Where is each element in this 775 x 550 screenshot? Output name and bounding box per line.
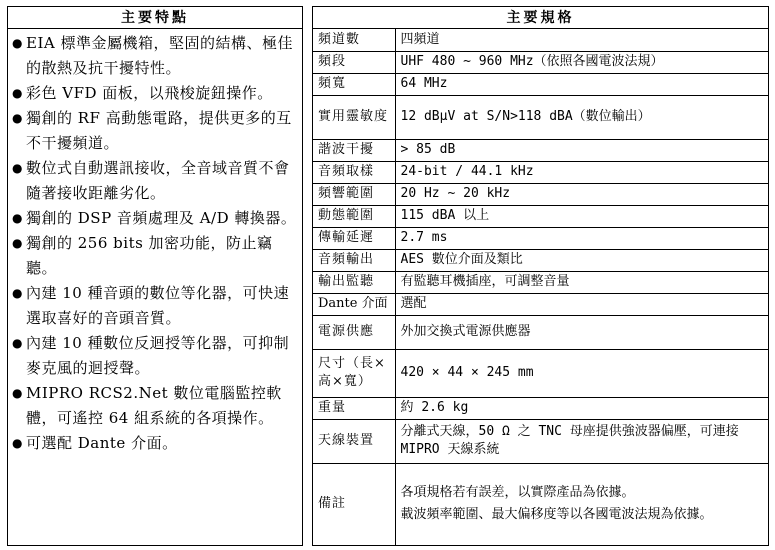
feature-text: 獨創的 RF 高動態電路，提供更多的互不干擾頻道。	[26, 109, 292, 152]
bullet-icon: ●	[12, 36, 23, 50]
feature-item	[8, 206, 302, 231]
spec-value: AES 數位介面及類比	[395, 249, 768, 271]
spec-value: 12 dBμV at S/N>118 dBA（數位輸出）	[395, 95, 768, 139]
table-row	[313, 139, 768, 161]
table-row	[313, 73, 768, 95]
spec-label: 實用靈敏度	[313, 95, 395, 139]
spec-value: 約 2.6 kg	[395, 397, 768, 419]
table-row	[313, 249, 768, 271]
spec-table	[313, 29, 768, 545]
table-row	[313, 183, 768, 205]
table-row	[313, 463, 768, 545]
spec-value: 420 × 44 × 245 mm	[395, 349, 768, 397]
spec-label: 天線裝置	[313, 419, 395, 463]
spec-value: 選配	[395, 293, 768, 315]
table-row	[313, 315, 768, 349]
table-row	[313, 419, 768, 463]
spec-label: 諧波干擾	[313, 139, 395, 161]
feature-item	[8, 231, 302, 281]
remark-line: 各項規格若有誤差，以實際產品為依據。	[400, 485, 635, 501]
spec-label: 音頻取樣	[313, 161, 395, 183]
remark-line: 載波頻率範圍、最大偏移度等以各國電波法規為依據。	[400, 507, 713, 523]
spec-value: 64 MHz	[395, 73, 768, 95]
bullet-icon: ●	[12, 86, 23, 100]
bullet-icon: ●	[12, 111, 23, 125]
feature-text: MIPRO RCS2.Net 數位電腦監控軟體，可遙控 64 組系統的各項操作。	[26, 384, 282, 427]
feature-text: 獨創的 DSP 音頻處理及 A/D 轉換器。	[26, 209, 297, 227]
specs-header: 主要規格	[313, 7, 768, 29]
spec-label: 頻寬	[313, 73, 395, 95]
spec-value: 20 Hz ~ 20 kHz	[395, 183, 768, 205]
bullet-icon: ●	[12, 286, 23, 300]
table-row	[313, 161, 768, 183]
spec-label: 輸出監聽	[313, 271, 395, 293]
spec-label: 尺寸（長×高×寬）	[313, 349, 395, 397]
spec-value: > 85 dB	[395, 139, 768, 161]
table-row	[313, 95, 768, 139]
spec-value: 115 dBA 以上	[395, 205, 768, 227]
bullet-icon: ●	[12, 336, 23, 350]
table-row	[313, 205, 768, 227]
feature-item	[8, 431, 302, 456]
spec-label: 重量	[313, 397, 395, 419]
feature-text: 彩色 VFD 面板，以飛梭旋鈕操作。	[26, 84, 273, 102]
spec-value: 四頻道	[395, 29, 768, 51]
spec-label: 傳輸延遲	[313, 227, 395, 249]
feature-item	[8, 106, 302, 156]
features-panel	[7, 6, 303, 546]
feature-text: 內建 10 種數位反迴授等化器，可抑制麥克風的迴授聲。	[26, 334, 290, 377]
spec-value: 外加交換式電源供應器	[395, 315, 768, 349]
table-row	[313, 293, 768, 315]
feature-text: 數位式自動選訊接收，全音域音質不會隨著接收距離劣化。	[26, 159, 290, 202]
feature-text: 獨創的 256 bits 加密功能，防止竊聽。	[26, 234, 273, 277]
table-row	[313, 51, 768, 73]
spec-label: 備註	[313, 463, 395, 545]
spec-label: 動態範圍	[313, 205, 395, 227]
bullet-icon: ●	[12, 211, 23, 225]
feature-text: EIA 標準金屬機箱，堅固的結構、極佳的散熱及抗干擾特性。	[26, 34, 293, 77]
spec-label: 頻響範圍	[313, 183, 395, 205]
feature-item	[8, 381, 302, 431]
bullet-icon: ●	[12, 161, 23, 175]
table-row	[313, 397, 768, 419]
specs-panel	[312, 6, 769, 546]
spec-label: 頻道數	[313, 29, 395, 51]
bullet-icon: ●	[12, 236, 23, 250]
feature-item	[8, 331, 302, 381]
spec-value: 24-bit / 44.1 kHz	[395, 161, 768, 183]
feature-text: 內建 10 種音頭的數位等化器，可快速選取喜好的音頭音質。	[26, 284, 290, 327]
spec-value: UHF 480 ~ 960 MHz（依照各國電波法規）	[395, 51, 768, 73]
spec-label: 音頻輸出	[313, 249, 395, 271]
spec-value: 分離式天線，50 Ω 之 TNC 母座提供強波器偏壓，可連接 MIPRO 天線系統	[395, 419, 768, 463]
table-row	[313, 271, 768, 293]
spec-value: 有監聽耳機插座，可調整音量	[395, 271, 768, 293]
spec-value: 2.7 ms	[395, 227, 768, 249]
table-row	[313, 227, 768, 249]
feature-text: 可選配 Dante 介面。	[26, 434, 178, 452]
features-header: 主要特點	[8, 7, 302, 29]
table-row	[313, 349, 768, 397]
bullet-icon: ●	[12, 436, 23, 450]
feature-item	[8, 156, 302, 206]
spec-label: 電源供應	[313, 315, 395, 349]
table-row	[313, 29, 768, 51]
spec-label: 頻段	[313, 51, 395, 73]
feature-list	[8, 29, 302, 456]
bullet-icon: ●	[12, 386, 23, 400]
spec-label: Dante 介面	[313, 293, 395, 315]
spec-value	[395, 463, 768, 545]
feature-item	[8, 281, 302, 331]
feature-item	[8, 81, 302, 106]
feature-item	[8, 31, 302, 81]
